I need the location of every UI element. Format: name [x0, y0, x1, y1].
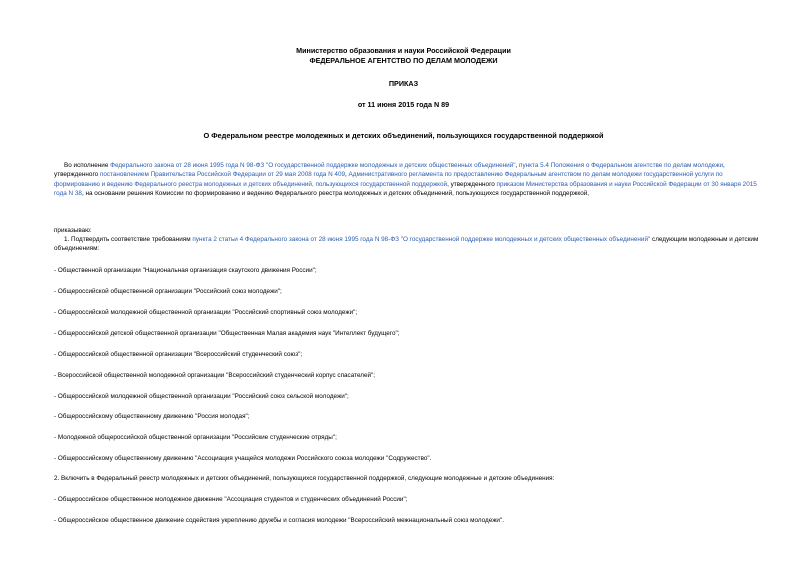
- list-item: - Всероссийской общественной молодежной организации "Всероссийский студенческий корпус спасателей";: [54, 372, 376, 379]
- point-2-text: 2. Включить в Федеральный реестр молодежных и детских объединений, пользующихся государственной поддержкой, следующие молодежные и детские объединения:: [54, 475, 555, 482]
- document-title: О Федеральном реестре молодежных и детских объединений, пользующихся государственной поддержкой: [203, 131, 604, 140]
- list-item: - Общероссийской молодежной общественной организации "Российский спортивный союз молодежи";: [54, 309, 358, 316]
- list-item: - Общероссийской общественной организации "Всероссийский студенческий союз";: [54, 351, 303, 358]
- preamble-text: ,: [515, 162, 520, 169]
- law-article-link[interactable]: пункта 2 статьи 4 Федерального закона от 28 июня 1995 года N 98-ФЗ "О государственной поддержке молодежных и детских общественных объединений": [192, 236, 651, 243]
- regulation-link[interactable]: пункта 5.4 Положения о Федеральном агентстве по делам молодежи: [519, 162, 724, 169]
- list-item: - Молодежной общероссийской общественной организации "Российские студенческие отряды";: [54, 434, 337, 441]
- order-word: приказываю:: [54, 227, 92, 234]
- list-item: - Общероссийское общественное молодежное движение "Ассоциация студентов и студенческих объединений России";: [54, 496, 408, 503]
- preamble-text: , утвержденного: [54, 162, 725, 179]
- list-item: - Общероссийское общественное движение содействия укреплению дружбы и согласия молодежи "Всероссийский межнациональный союз молодежи".: [54, 517, 504, 524]
- list-item: - Общественной организации "Национальная организация скаутского движения России";: [54, 267, 317, 274]
- list-item: - Общероссийской детской общественной организации "Общественная Малая академия наук "Интеллект будущего";: [54, 330, 400, 337]
- preamble-text: , на основании решения Комиссии по формированию и ведению Федерального реестра молодежных и детских объединений, пользующихся государственной поддержкой,: [81, 190, 590, 198]
- ministry-name: Министерство образования и науки Российской Федерации: [296, 46, 511, 55]
- preamble-text: Во исполнение: [64, 162, 111, 169]
- admin-regulation-link[interactable]: Административного регламента по предоставлению Федеральным агентством по делам молодежи государственной услуги по формированию и ведению Федерального реестра молодежных и детских объединений, пользующихся государственной поддержкой: [54, 171, 723, 188]
- government-decree-link[interactable]: постановлением Правительства Российской Федерации от 29 мая 2008 года N 409: [99, 171, 346, 179]
- list-item: - Общероссийской общественной организации "Российский союз молодежи";: [54, 288, 282, 295]
- document-type: ПРИКАЗ: [388, 79, 419, 88]
- ministry-order-link[interactable]: приказом Министерства образования и науки Российской Федерации от 30 января 2015 года N 38: [54, 180, 757, 198]
- document-date-number: от 11 июня 2015 года N 89: [357, 100, 450, 109]
- preamble-paragraph: [54, 161, 770, 199]
- federal-law-link[interactable]: Федерального закона от 28 июня 1995 года N 98-ФЗ "О государственной поддержке молодежных и детских общественных объединений": [110, 162, 516, 169]
- agency-name: ФЕДЕРАЛЬНОЕ АГЕНТСТВО ПО ДЕЛАМ МОЛОДЕЖИ: [309, 56, 498, 65]
- list-item: - Общероссийскому общественному движению "Россия молодая";: [54, 413, 250, 420]
- point-1-text: 1. Подтвердить соответствие требованиям: [64, 236, 193, 243]
- preamble-text: , утвержденного: [447, 180, 497, 188]
- preamble-text: ,: [345, 171, 349, 179]
- point-1-text: следующим молодежным и детским объединениям:: [54, 236, 759, 253]
- point-1-paragraph: [54, 235, 770, 254]
- list-item: - Общероссийскому общественному движению "Ассоциация учащейся молодежи Российского союза молодежи "Содружество".: [54, 455, 432, 462]
- list-item: - Общероссийской молодежной общественной организации "Российский союз сельской молодежи";: [54, 393, 349, 400]
